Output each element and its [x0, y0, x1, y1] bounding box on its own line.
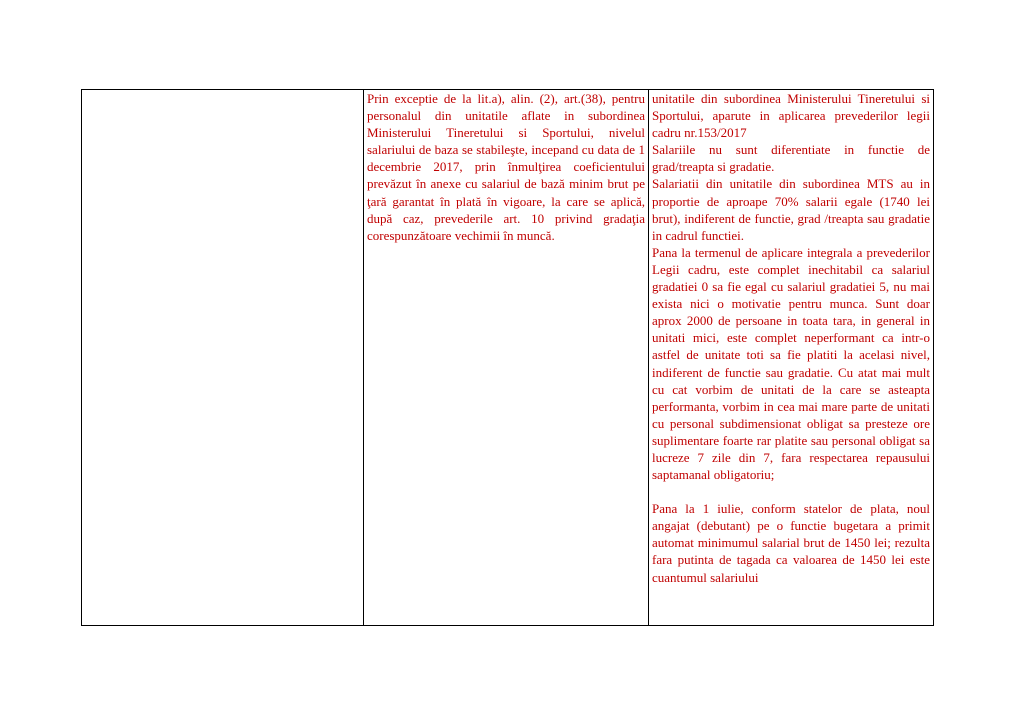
paragraph: Salariatii din unitatile din subordinea MTS au in proportie de aproape 70% salarii egale (1740 lei brut), indiferent de functie, grad /treapta sau gradatie in cadrul functiei. — [652, 176, 930, 243]
comparison-table — [81, 89, 934, 626]
paragraph: Pana la 1 iulie, conform statelor de plata, noul angajat (debutant) pe o functie bugetara a primit automat minimumul salarial brut de 1450 lei; rezulta fara putinta de tagada ca valoarea de 1450 lei este cuantumul salariului — [652, 501, 930, 585]
paragraph: unitatile din subordinea Ministerului Tineretului si Sportului, aparute in aplicarea prevederilor legii cadru nr.153/2017 — [652, 91, 930, 141]
table-cell-col1 — [82, 90, 364, 626]
paragraph-spacer — [652, 483, 930, 500]
paragraph: Pana la termenul de aplicare integrala a prevederilor Legii cadru, este complet inechitabil ca salariul gradatiei 0 sa fie egal cu salariul gradatiei 5, nu mai exista nici o motivatie pentru munca. Sunt doar aprox 2000 de persoane in toata tara, in general in unitati mici, este complet neperformant ca intr-o astfel de unitate toti sa fie platiti la acelasi nivel, indiferent de functie sau gradatie. Cu atat mai mult cu cat vorbim de unitati de la care se asteapta performanta, vorbim in cea mai mare parte de unitati cu personal subdimensionat obligat sa presteze ore suplimentare foarte rar platite sau personal obligat sa lucreze 7 zile din 7, fara respectarea repausului saptamanal obligatoriu; — [652, 244, 930, 483]
table-row — [82, 90, 934, 626]
table-cell-col2 — [364, 90, 649, 626]
table-cell-col3 — [649, 90, 934, 626]
paragraph: Salariile nu sunt diferentiate in functie de grad/treapta si gradatie. — [652, 142, 930, 175]
paragraph: Prin exceptie de la lit.a), alin. (2), art.(38), pentru personalul din unitatile aflate in subordinea Ministerului Tineretului si Sportului, nivelul salariului de baza se stabileşte, incepand cu data de 1 decembrie 2017, prin înmulţirea coeficientului prevăzut în anexe cu salariul de bază minim brut pe ţară garantat în plată în vigoare, la care se aplică, după caz, prevederile art. 10 privind gradaţia corespunzătoare vechimii în muncă. — [367, 91, 645, 243]
